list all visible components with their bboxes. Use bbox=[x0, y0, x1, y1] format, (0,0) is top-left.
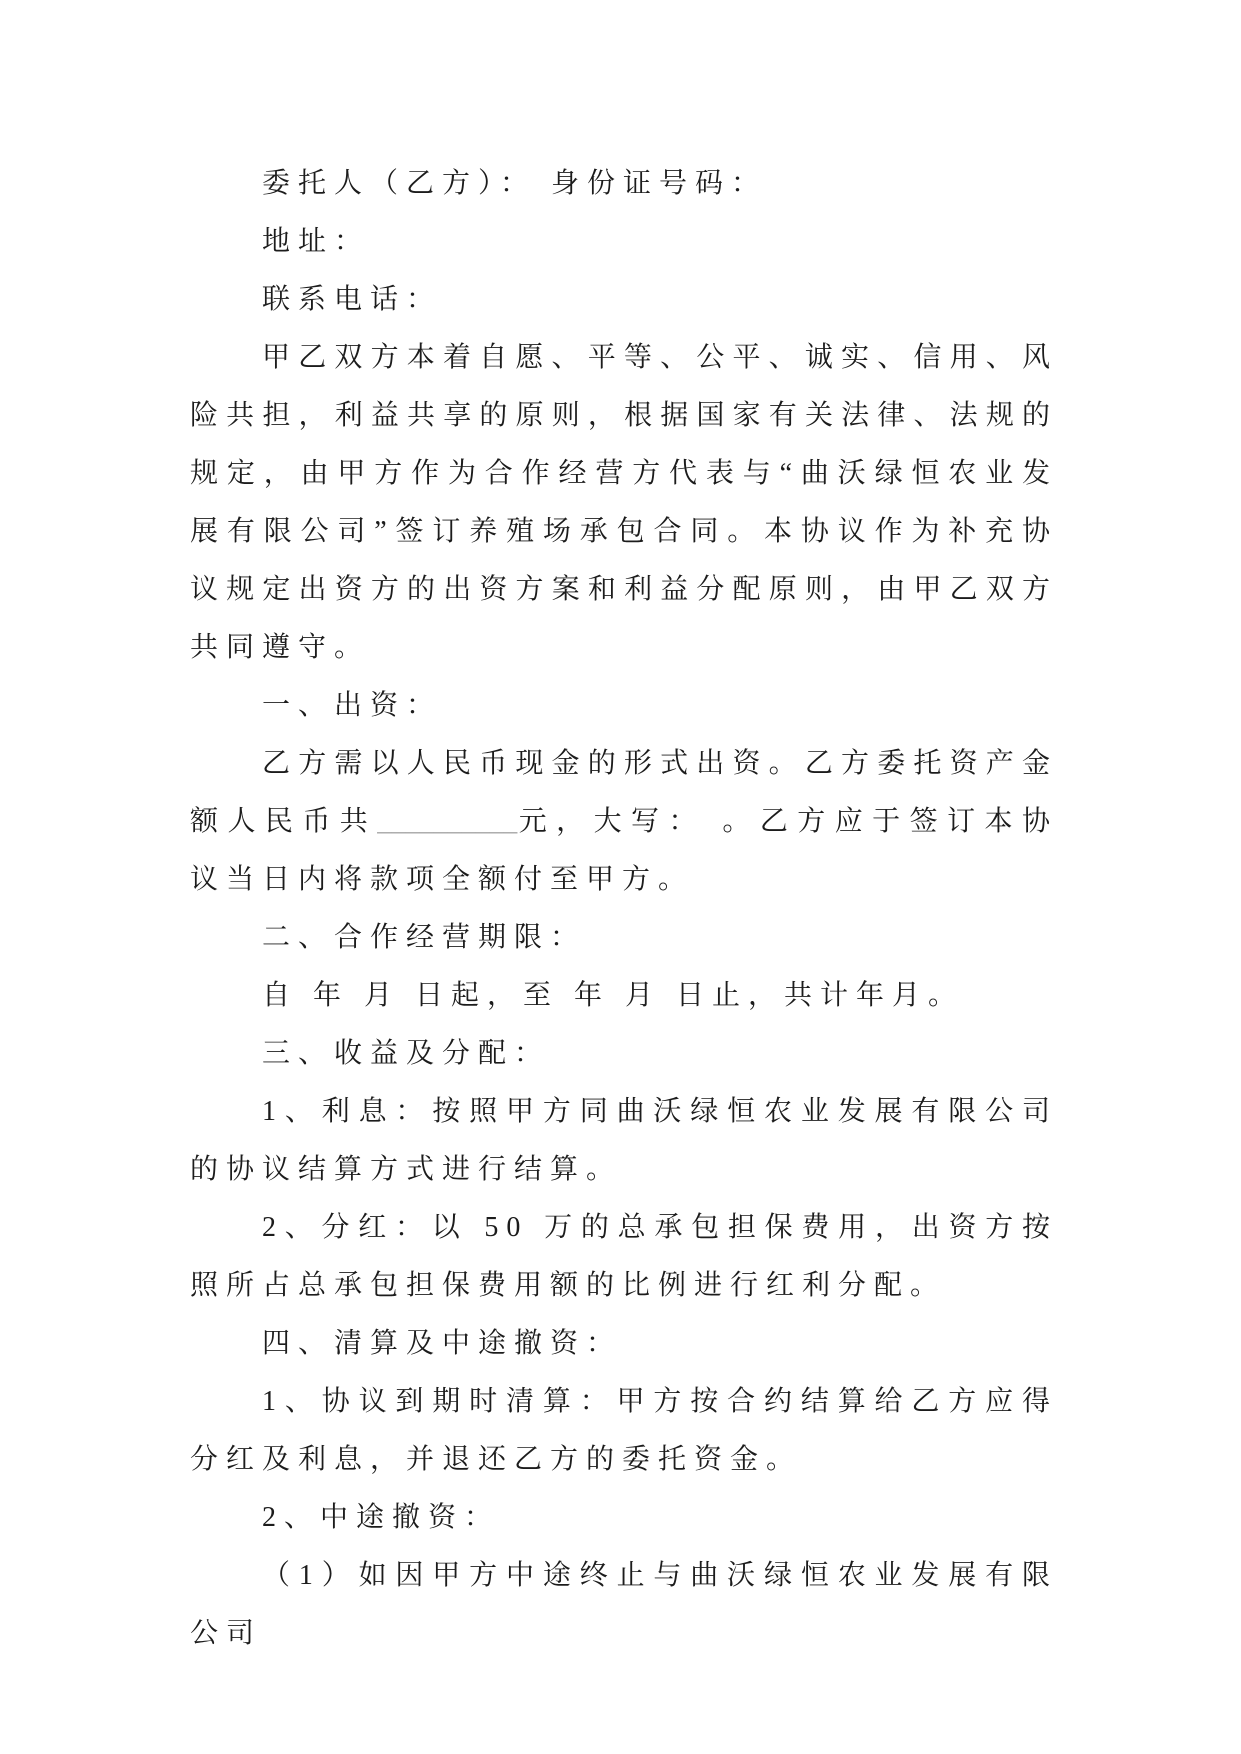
address-line: 地址： bbox=[262, 226, 371, 257]
mid-withdrawal-heading: 2、中途撤资： bbox=[262, 1502, 501, 1533]
term-dates-line: 自 年 月 日起，至 年 月 日止，共计年月。 bbox=[262, 980, 965, 1011]
phone-line: 联系电话： bbox=[262, 284, 443, 315]
section-2-heading: 二、合作经营期限： bbox=[262, 922, 587, 953]
capital-post-text: 元，大写： 。乙方应于签订本协议当日内将款项全额付至甲方。 bbox=[190, 806, 1058, 895]
section-1-heading: 一、出资： bbox=[262, 690, 443, 721]
section-3-heading: 三、收益及分配： bbox=[262, 1038, 551, 1069]
dividend-clause: 2、分红：以 50 万的总承包担保费用，出资方按照所占总承包担保费用额的比例进行红利分配。 bbox=[190, 1212, 1058, 1301]
amount-blank-field: __________ bbox=[377, 806, 518, 837]
interest-clause: 1、利息：按照甲方同曲沃绿恒农业发展有限公司的协议结算方式进行结算。 bbox=[190, 1096, 1058, 1185]
preamble-paragraph: 甲乙双方本着自愿、平等、公平、诚实、信用、风险共担，利益共享的原则，根据国家有关法律、法规的规定，由甲方作为合作经营方代表与“曲沃绿恒农业发展有限公司”签订养殖场承包合同。本协议作为补充协议规定出资方的出资方案和利益分配原则，由甲乙双方共同遵守。 bbox=[190, 342, 1058, 663]
capital-pre-text: 乙方需以人民币现金的形式出资。乙方委托资产金额人民币共 bbox=[190, 748, 1058, 837]
capital-contribution-paragraph bbox=[190, 735, 1058, 909]
section-4-heading: 四、清算及中途撤资： bbox=[262, 1328, 623, 1359]
mid-withdrawal-item-1: （1）如因甲方中途终止与曲沃绿恒农业发展有限公司 bbox=[190, 1560, 1058, 1649]
liquidation-clause: 1、协议到期时清算：甲方按合约结算给乙方应得分红及利息，并退还乙方的委托资金。 bbox=[190, 1386, 1058, 1475]
contract-text-block bbox=[190, 155, 1058, 1663]
entrusting-party-line: 委托人（乙方）： 身份证号码： bbox=[262, 168, 768, 199]
